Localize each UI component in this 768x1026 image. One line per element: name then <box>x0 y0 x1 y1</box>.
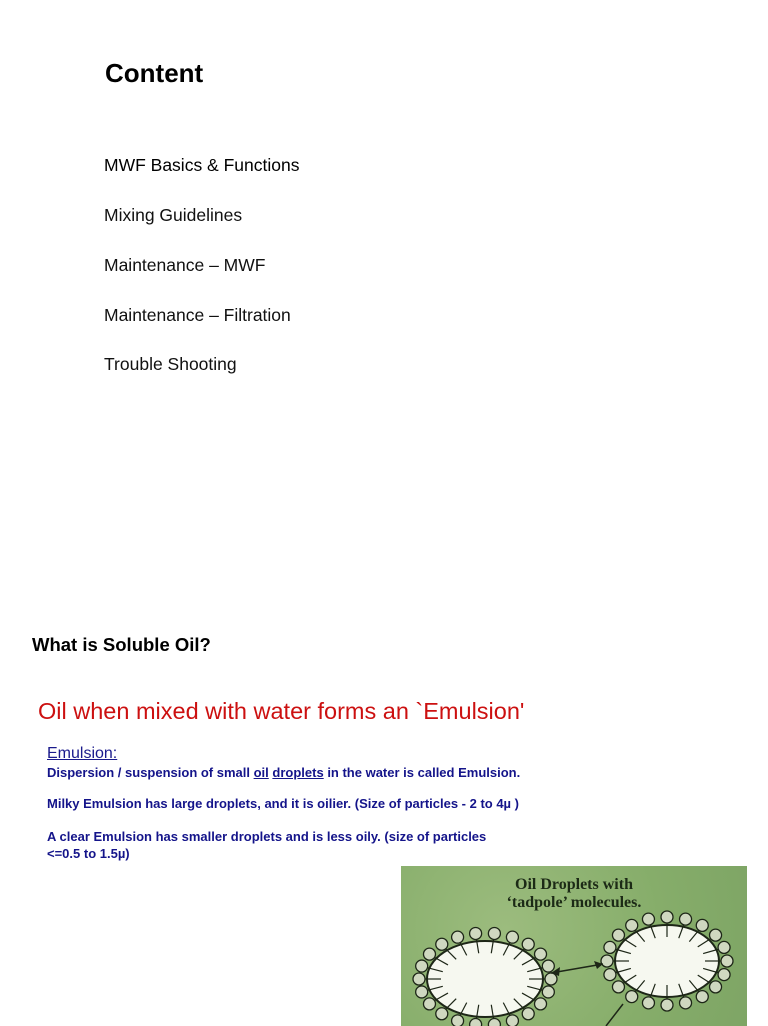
milky-emulsion-text: Milky Emulsion has large droplets, and it is oilier. (Size of particles - 2 to 4µ ) <box>47 796 519 811</box>
tadpole-head <box>452 931 464 943</box>
definition-text-end: in the water is called Emulsion. <box>323 765 521 780</box>
tadpole-head <box>721 955 733 967</box>
tadpole-head <box>488 927 500 939</box>
lower-arrow <box>606 1004 623 1026</box>
tadpole-head <box>601 955 613 967</box>
tadpole-head <box>545 973 557 985</box>
tadpole-head <box>612 981 624 993</box>
toc-item-maintenance-mwf: Maintenance – MWF <box>104 255 266 275</box>
definition-text-start: Dispersion / suspension of small <box>47 765 254 780</box>
toc-item-mixing-guidelines: Mixing Guidelines <box>104 205 243 225</box>
emulsion-definition <box>47 765 520 780</box>
oil-droplets-illustration <box>401 866 747 1026</box>
tadpole-head <box>452 1015 464 1026</box>
emulsion-headline: Oil when mixed with water forms an `Emulsion' <box>38 698 525 724</box>
tadpole-head <box>626 991 638 1003</box>
tadpole-head <box>470 1019 482 1026</box>
figure-caption-line1: Oil Droplets with <box>515 876 633 893</box>
emulsion-label: Emulsion: <box>47 745 118 762</box>
tadpole-head <box>661 911 673 923</box>
tadpole-head <box>506 1015 518 1026</box>
droplets-layer <box>413 911 733 1026</box>
tadpole-head <box>436 1008 448 1020</box>
section-heading: What is Soluble Oil? <box>32 634 211 655</box>
clear-emulsion-text-line2: <=0.5 to 1.5µ) <box>47 846 130 861</box>
tadpole-head <box>470 927 482 939</box>
tadpole-head <box>710 981 722 993</box>
tadpole-head <box>718 941 730 953</box>
tadpole-head <box>642 913 654 925</box>
tadpole-head <box>413 973 425 985</box>
tadpole-head <box>604 941 616 953</box>
tadpole-head <box>535 998 547 1010</box>
tadpole-head <box>696 919 708 931</box>
tadpole-head <box>680 997 692 1009</box>
droplets-word: droplets <box>272 765 324 780</box>
tadpole-head <box>522 1008 534 1020</box>
tadpole-head <box>522 938 534 950</box>
toc-item-trouble-shooting: Trouble Shooting <box>104 354 237 374</box>
tadpole-head <box>642 997 654 1009</box>
tadpole-head <box>661 999 673 1011</box>
tadpole-head <box>542 986 554 998</box>
tadpole-head <box>488 1019 500 1026</box>
tadpole-head <box>612 929 624 941</box>
tadpole-head <box>718 969 730 981</box>
tadpole-head <box>535 948 547 960</box>
tadpole-head <box>423 998 435 1010</box>
tadpole-head <box>423 948 435 960</box>
oil-word: oil <box>253 765 269 780</box>
tadpole-head <box>416 986 428 998</box>
tadpole-head <box>680 913 692 925</box>
oil-droplet-left <box>427 941 543 1017</box>
tadpole-head <box>626 919 638 931</box>
tadpole-head <box>506 931 518 943</box>
droplets-drawing <box>401 866 747 1026</box>
clear-emulsion-text-line1: A clear Emulsion has smaller droplets and is less oily. (size of particles <box>47 829 487 844</box>
tadpole-head <box>710 929 722 941</box>
page-title: Content <box>105 58 204 88</box>
tadpole-head <box>416 960 428 972</box>
toc-item-mwf-basics: MWF Basics & Functions <box>104 155 300 175</box>
tadpole-head <box>696 991 708 1003</box>
tadpole-head <box>436 938 448 950</box>
tadpole-head <box>604 969 616 981</box>
figure-caption-line2: ‘tadpole’ molecules. <box>506 894 642 911</box>
tadpole-head <box>542 960 554 972</box>
toc-item-maintenance-filtration: Maintenance – Filtration <box>104 305 291 325</box>
